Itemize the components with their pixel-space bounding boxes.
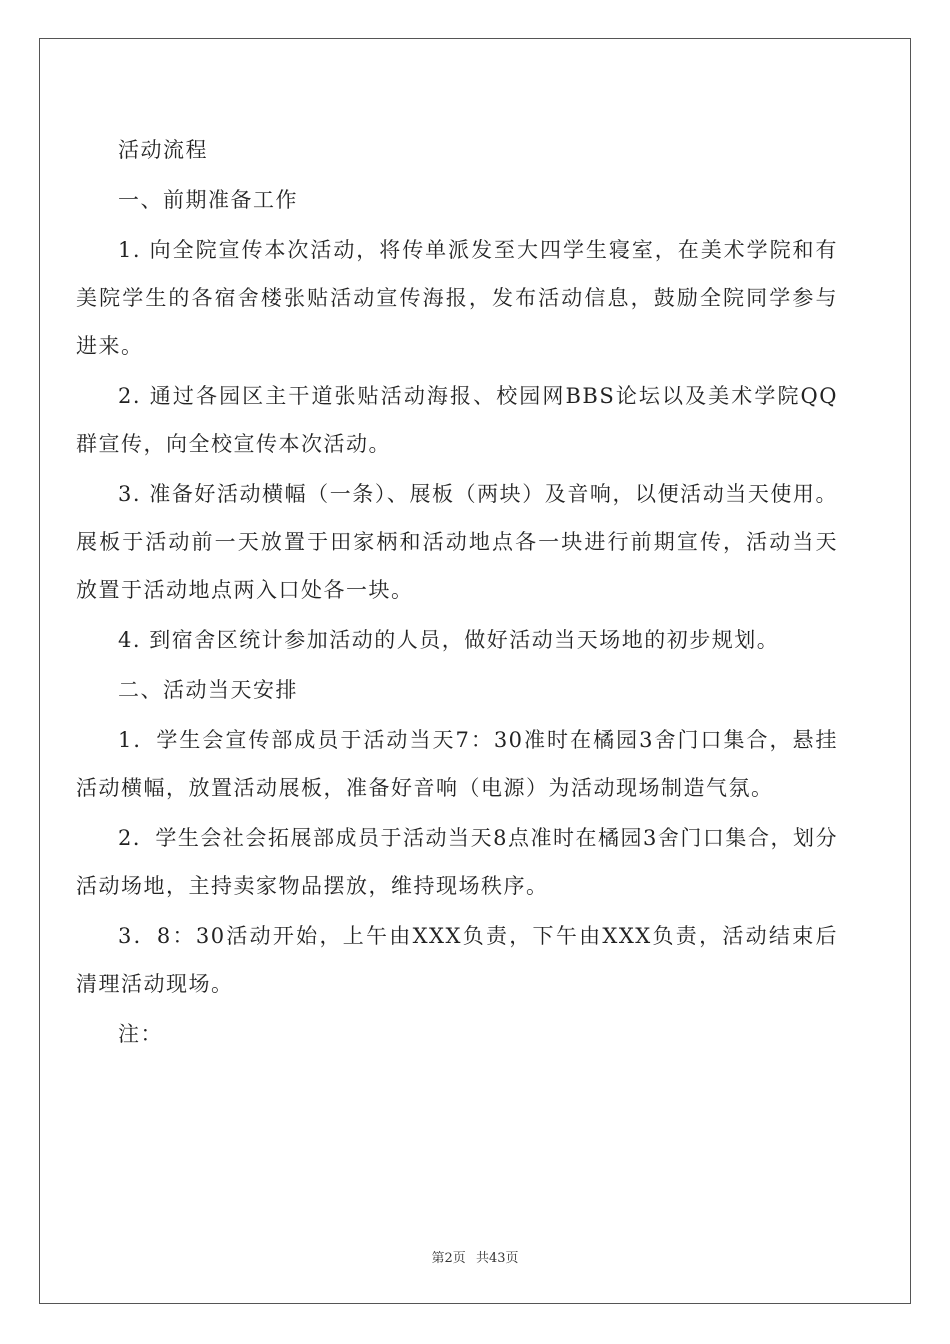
paragraph: 4. 到宿舍区统计参加活动的人员，做好活动当天场地的初步规划。 [118,628,780,652]
paragraph: 2．学生会社会拓展部成员于活动当天8点准时在橘园3舍门口集合，划分活动场地，主持卖家物品摆放，维持现场秩序。 [76,826,838,898]
paragraph: 3．8：30活动开始，上午由XXX负责，下午由XXX负责，活动结束后清理活动现场。 [76,924,838,996]
paragraph: 1. 向全院宣传本次活动，将传单派发至大四学生寝室，在美术学院和有美院学生的各宿舍楼张贴活动宣传海报，发布活动信息，鼓励全院同学参与进来。 [76,238,838,358]
section-heading-event-day: 二、活动当天安排 [118,678,298,702]
section-heading-preparation: 一、前期准备工作 [118,188,298,212]
page-footer [0,1247,950,1266]
document-body [76,126,838,1060]
paragraph: 2. 通过各园区主干道张贴活动海报、校园网BBS论坛以及美术学院QQ群宣传，向全校宣传本次活动。 [76,384,838,456]
page-total: 共43页 [475,1251,519,1266]
note-label: 注： [118,1022,163,1046]
paragraph: 1．学生会宣传部成员于活动当天7：30准时在橘园3舍门口集合，悬挂活动横幅，放置活动展板，准备好音响（电源）为活动现场制造气氛。 [76,728,838,800]
paragraph: 3. 准备好活动横幅（一条）、展板（两块）及音响，以便活动当天使用。展板于活动前一天放置于田家柄和活动地点各一块进行前期宣传，活动当天放置于活动地点两入口处各一块。 [76,482,838,602]
page-number: 第2页 [431,1251,466,1266]
section-title: 活动流程 [118,138,208,162]
